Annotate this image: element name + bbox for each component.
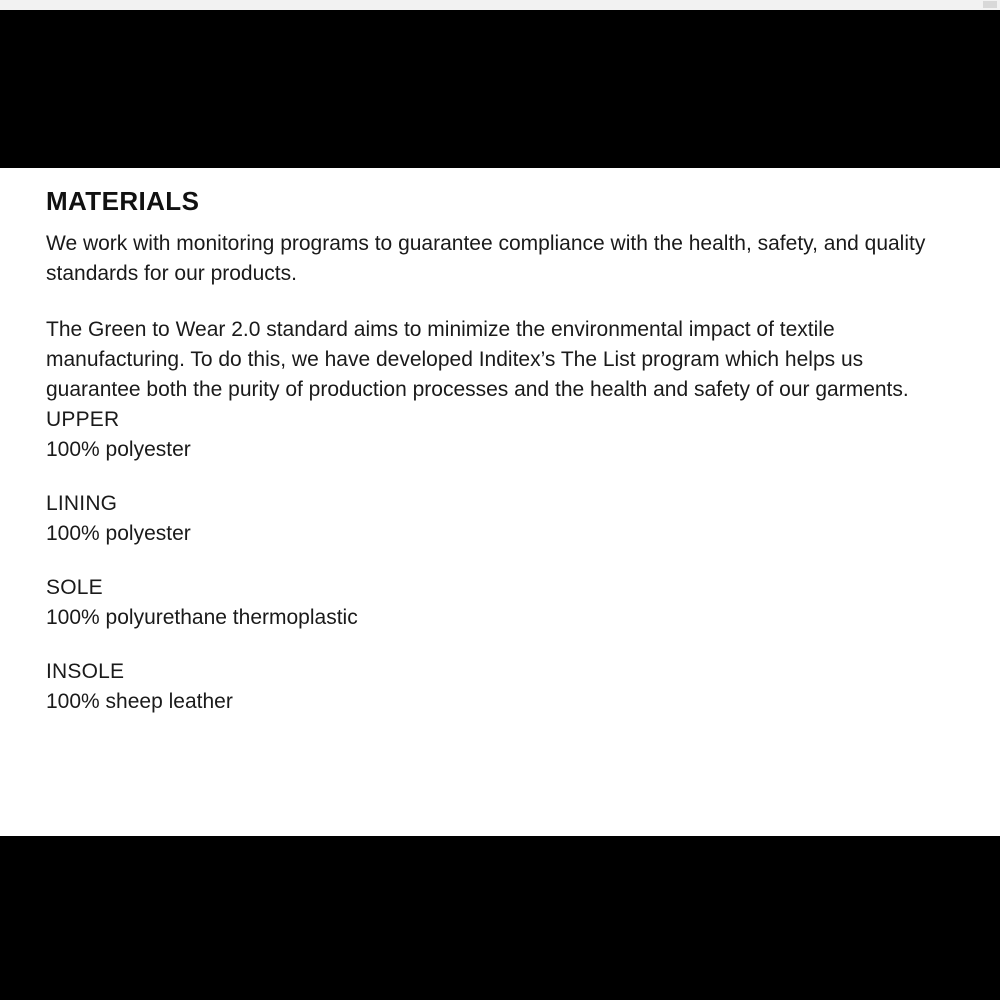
- materials-card: [0, 168, 1000, 836]
- spec-insole: [46, 657, 954, 717]
- letterbox-band-top: [0, 10, 1000, 168]
- spec-insole-label: INSOLE: [46, 660, 125, 683]
- spec-upper-label: UPPER: [46, 408, 120, 431]
- letterbox-band-bottom: [0, 836, 1000, 1000]
- spec-lining-value: 100% polyester: [46, 522, 191, 545]
- window-chrome-corner-marker: [983, 1, 997, 8]
- spec-sole-label: SOLE: [46, 576, 103, 599]
- spec-lining-label: LINING: [46, 492, 118, 515]
- spec-upper: [46, 405, 954, 465]
- page-title: MATERIALS: [46, 186, 200, 216]
- spec-sole: [46, 573, 954, 633]
- intro-paragraph-1: We work with monitoring programs to guarantee compliance with the health, safety, and quality standards for our products.: [46, 232, 926, 285]
- intro-paragraph-2: The Green to Wear 2.0 standard aims to minimize the environmental impact of textile manufacturing. To do this, we have developed Inditex’s The List program which helps us guarantee both the purity of production processes and the health and safety of our garments.: [46, 318, 909, 401]
- spec-insole-value: 100% sheep leather: [46, 690, 233, 713]
- spec-upper-value: 100% polyester: [46, 438, 191, 461]
- spec-lining: [46, 489, 954, 549]
- spec-sole-value: 100% polyurethane thermoplastic: [46, 606, 358, 629]
